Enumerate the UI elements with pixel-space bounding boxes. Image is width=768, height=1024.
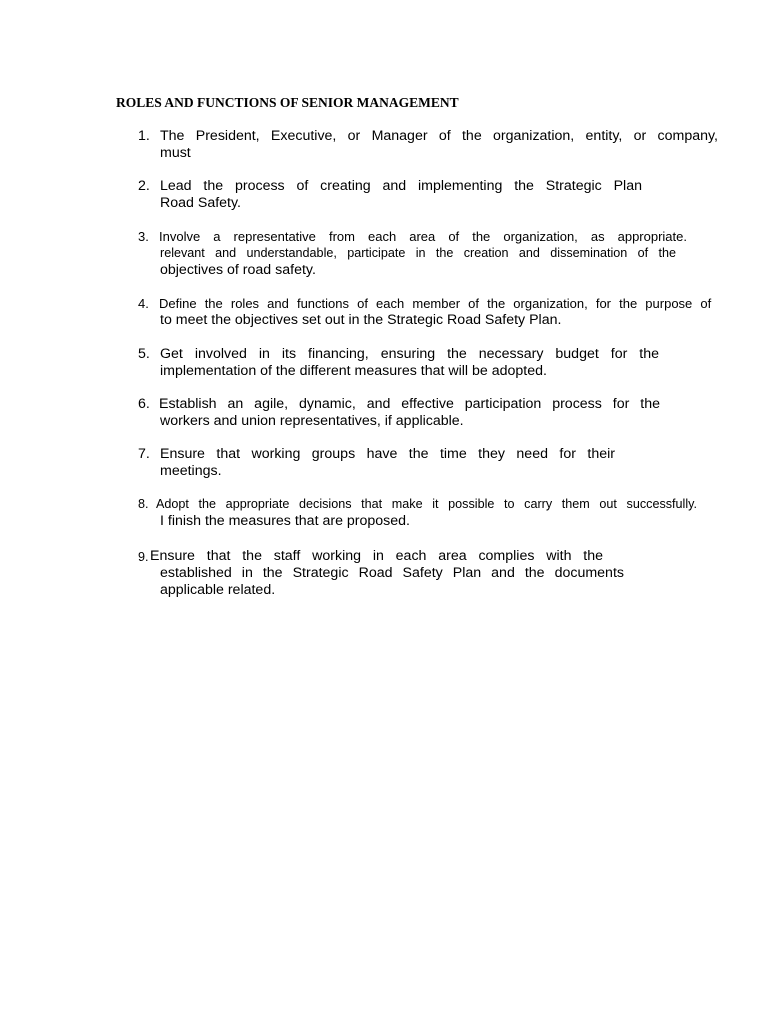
item-8-line-1: Adopt the appropriate decisions that make it possible to carry them out successfully.	[156, 497, 697, 511]
item-5-line-1: Get involved in its financing, ensuring the necessary budget for the	[160, 346, 659, 362]
item-9-line-2: established in the Strategic Road Safety Plan and the documents	[160, 565, 624, 581]
item-number-3: 3.	[138, 229, 149, 244]
item-1-line-2: must	[160, 145, 191, 161]
item-2-line-2: Road Safety.	[160, 195, 241, 211]
item-number-2: 2.	[138, 178, 150, 194]
item-9-line-1: Ensure that the staff working in each area complies with the	[150, 548, 603, 564]
item-number-9: 9.	[138, 550, 149, 564]
item-4-line-1: Define the roles and functions of each member of the organization, for the purpose of	[159, 296, 712, 311]
item-5-line-2: implementation of the different measures that will be adopted.	[160, 363, 547, 379]
item-number-4: 4.	[138, 296, 149, 311]
item-7-line-1: Ensure that working groups have the time they need for their	[160, 446, 615, 462]
item-number-5: 5.	[138, 346, 150, 362]
item-3-line-3: objectives of road safety.	[160, 262, 316, 278]
item-number-8: 8.	[138, 497, 149, 511]
item-9-line-3: applicable related.	[160, 582, 276, 598]
item-6-line-2: workers and union representatives, if applicable.	[160, 413, 464, 429]
item-8-line-2: I finish the measures that are proposed.	[160, 513, 410, 529]
item-4-line-2: to meet the objectives set out in the Strategic Road Safety Plan.	[160, 312, 562, 328]
item-3-line-1: Involve a representative from each area of the organization, as appropriate.	[159, 229, 687, 244]
item-number-6: 6.	[138, 396, 150, 412]
item-2-line-1: Lead the process of creating and implementing the Strategic Plan	[160, 178, 642, 194]
item-3-line-2: relevant and understandable, participate in the creation and dissemination of the	[160, 246, 676, 260]
item-7-line-2: meetings.	[160, 463, 222, 479]
item-6-line-1: Establish an agile, dynamic, and effective participation process for the	[159, 396, 660, 412]
item-number-1: 1.	[138, 128, 150, 144]
page-title: ROLES AND FUNCTIONS OF SENIOR MANAGEMENT	[116, 95, 459, 110]
item-number-7: 7.	[138, 446, 150, 462]
item-1-line-1: The President, Executive, or Manager of the organization, entity, or company,	[160, 128, 718, 144]
